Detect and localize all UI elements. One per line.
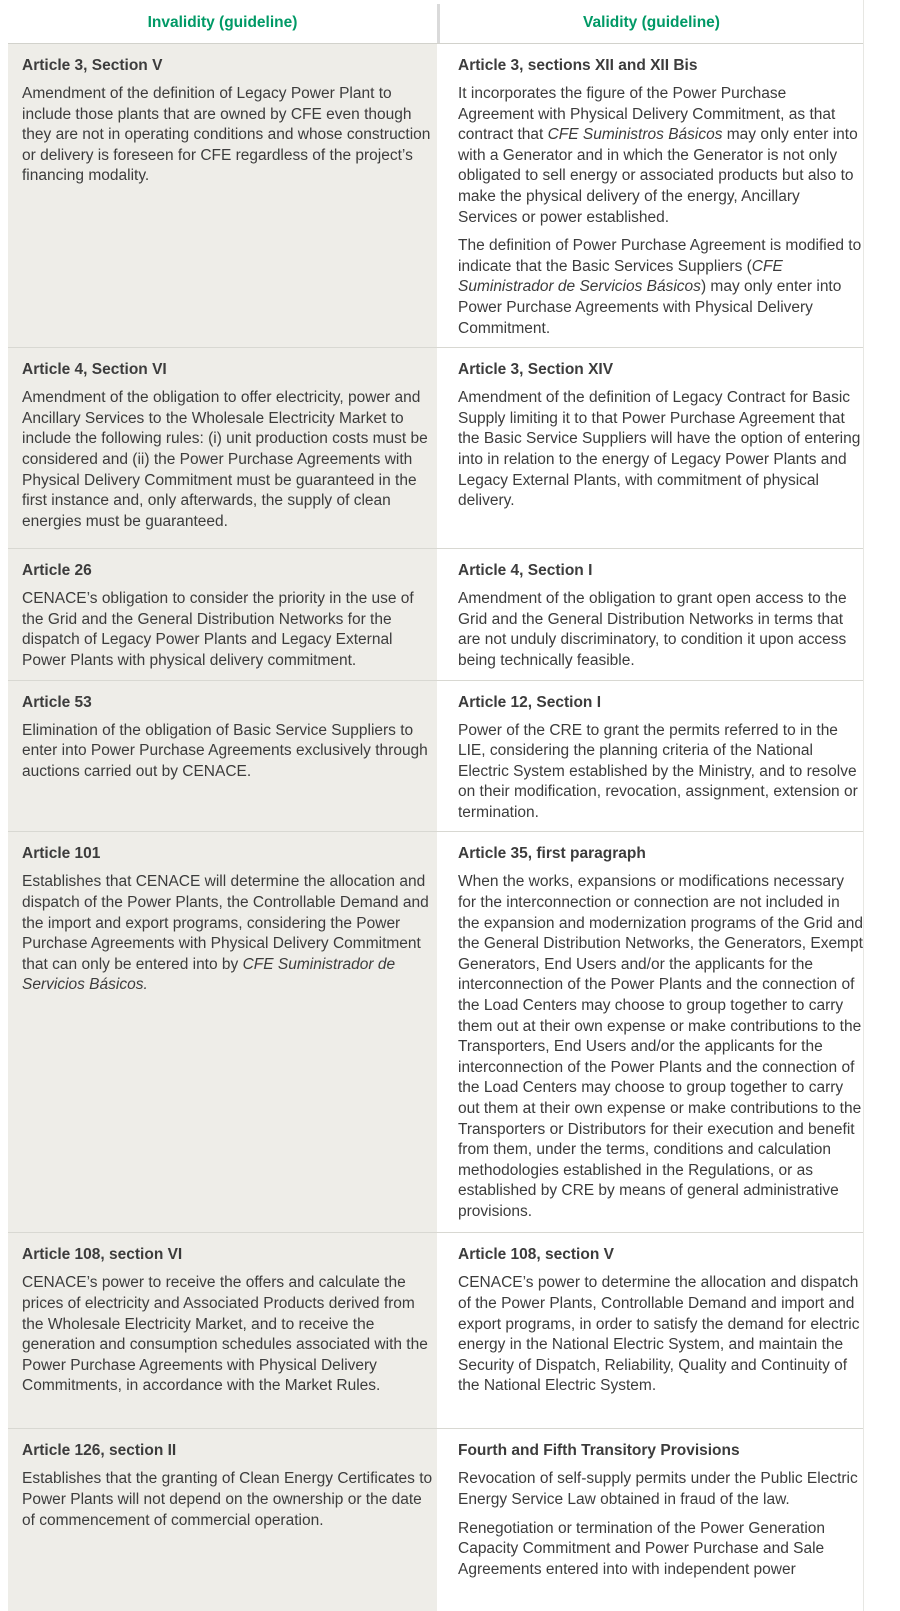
cell-invalidity [8,681,437,832]
article-paragraph: Power of the CRE to grant the permits referred to in the LIE, considering the planning criteria of the National Electric System established by the Ministry, and to resolve on their modification, revocation, assignment, extension or termination. [458,721,858,821]
article-heading: Article 4, Section VI [22,361,167,379]
article-paragraph: Elimination of the obligation of Basic Service Suppliers to enter into Power Purchase Agreements exclusively through auctions carried out by CENACE. [22,721,428,780]
cell-invalidity [8,832,437,1232]
article-paragraph: Establishes that CENACE will determine the allocation and dispatch of the Power Plants, the Controllable Demand and the import and export programs, considering the Power Purchase Agreements with Physical Delivery Commitment that can only be entered into by CFE Suministrador de Servicios Básicos. [22,873,429,994]
cell-validity [440,44,863,347]
article-heading: Article 3, Section XIV [458,361,614,379]
article-heading: Article 108, section V [458,1246,614,1264]
cell-invalidity [8,1429,437,1611]
article-paragraph: Establishes that the granting of Clean Energy Certificates to Power Plants will not depend on the ownership or the date of commencement of commercial operation. [22,1470,433,1529]
article-paragraph: Amendment of the obligation to offer electricity, power and Ancillary Services to the Wholesale Electricity Market to include the following rules: (i) unit production costs must be considered and (ii) the Power Purchase Agreements with Physical Delivery Commitment must be guaranteed in the first instance and, only afterwards, the supply of clean energies must be guaranteed. [22,389,428,530]
cell-validity [440,832,863,1232]
table-row [8,1232,863,1428]
table-row [8,831,863,1232]
article-heading: Article 3, Section V [22,57,163,74]
article-heading: Article 101 [22,845,101,863]
article-heading: Article 26 [22,562,92,580]
cell-validity [440,1233,863,1428]
article-paragraph: CENACE’s obligation to consider the priority in the use of the Grid and the General Distribution Networks for the dispatch of Legacy Power Plants and Legacy External Power Plants with physical delivery commitment. [22,590,414,669]
cell-validity [440,549,863,679]
table-row [8,347,863,548]
cell-invalidity [8,549,437,679]
header-cell-validity: Validity (guideline) [583,14,720,31]
article-paragraph: CENACE’s power to determine the allocation and dispatch of the Power Plants, Controllable Demand and import and export programs, in order to satisfy the demand for electric energy in the National Electric System, and maintain the Security of Dispatch, Reliability, Quality and Continuity of the National Electric System. [458,1274,860,1395]
article-paragraph: The definition of Power Purchase Agreement is modified to indicate that the Basic Services Suppliers (CFE Suministrador de Servicios Básicos) may only enter into Power Purchase Agreements with Physical Delivery Commitment. [458,237,862,337]
table-body [8,44,863,1611]
header-cell-invalidity: Invalidity (guideline) [147,14,298,31]
article-heading: Article 108, section VI [22,1246,183,1264]
cell-invalidity [8,1233,437,1428]
table-row [8,680,863,832]
article-heading: Article 126, section II [22,1442,177,1460]
table-row [8,1428,863,1611]
article-paragraph: Amendment of the definition of Legacy Contract for Basic Supply limiting it to that Power Purchase Agreement that the Basic Service Suppliers will have the option of entering into in relation to the energy of Legacy Power Plants and Legacy External Plants, with commitment of physical delivery. [458,389,861,510]
article-heading: Article 53 [22,693,92,711]
article-heading: Article 4, Section I [458,562,593,580]
header-row [8,0,863,44]
article-heading: Article 35, first paragraph [458,845,646,863]
article-heading: Article 3, sections XII and XII Bis [458,57,698,74]
cell-validity [440,1429,863,1611]
article-paragraph: Revocation of self-supply permits under the Public Electric Energy Service Law obtained in fraud of the law. [458,1470,858,1509]
article-paragraph: CENACE’s power to receive the offers and calculate the prices of electricity and Associated Products derived from the Wholesale Electricity Market, and to receive the generation and consumption schedules associated with the Power Purchase Agreements with Physical Delivery Commitments, in accordance with the Market Rules. [22,1274,428,1395]
comparison-table [8,0,864,1611]
article-heading: Article 12, Section I [458,693,601,711]
article-paragraph: Amendment of the obligation to grant open access to the Grid and the General Distribution Networks in terms that are not unduly discriminatory, to condition it upon access being technically feasible. [458,590,847,669]
article-paragraph: Renegotiation or termination of the Power Generation Capacity Commitment and Power Purchase and Sale Agreements entered into with independent power [458,1519,826,1578]
article-paragraph: When the works, expansions or modifications necessary for the interconnection or connection are not included in the expansion and modernization programs of the Grid and the General Distribution Networks, the Generators, Exempt Generators, End Users and/or the applicants for the interconnection of the Power Plants and the connection of the Load Centers may choose to group together to carry them out at their own expense or make contributions to the Transporters, End Users and/or the applicants for the interconnection of the Power Plants and the connection of the Load Centers may choose to group together to carry out them at their own expense or make contributions to the Transporters or Distributors for their execution and benefit from them, under the terms, conditions and calculation methodologies established in the Regulations, or as established by CRE by means of general administrative provisions. [458,873,863,1220]
table-row [8,44,863,347]
cell-invalidity [8,44,437,347]
cell-invalidity [8,348,437,548]
article-heading: Fourth and Fifth Transitory Provisions [458,1442,740,1460]
cell-validity [440,681,863,832]
table-row [8,548,863,679]
cell-validity [440,348,863,548]
article-paragraph: It incorporates the figure of the Power Purchase Agreement with Physical Delivery Commitment, as that contract that CFE Suministros Básicos may only enter into with a Generator and in which the Generator is not only obligated to sell energy or associated products but also to make the physical delivery of the energy, Ancillary Services or power established. [458,85,858,226]
article-paragraph: Amendment of the definition of Legacy Power Plant to include those plants that are owned by CFE even though they are not in operating conditions and whose construction or delivery is foreseen for CFE regardless of the project’s financing modality. [22,85,431,185]
